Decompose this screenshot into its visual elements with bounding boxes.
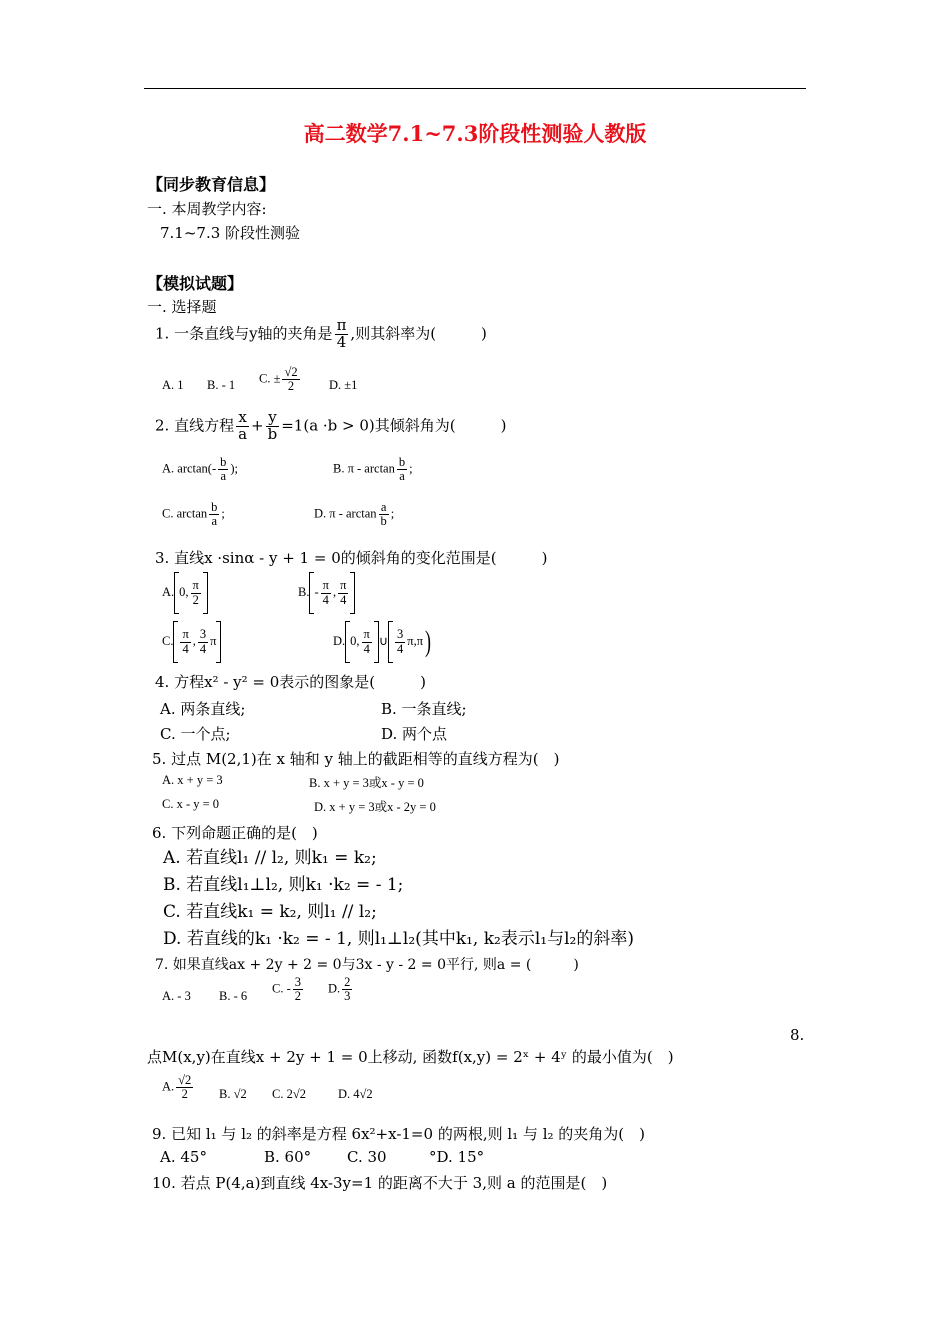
question-6-option-c: C. 若直线k₁ = k₂, 则l₁ // l₂; [163,902,377,922]
question-9-option-d: °D. 15° [429,1148,485,1166]
question-9-option-c: C. 30 [347,1148,387,1166]
question-2-stem: 2. 直线方程 $\frac{x}{a}$ + $\frac{y}{b}$ =1(a ·b > 0)其倾斜角为( ) [155,408,507,443]
page-title: 高二数学7.1~7.3阶段性测验人教版 [303,121,647,146]
question-7-option-c: C. - $\frac{3}{2}$ [272,975,301,1004]
question-2-option-a: A. arctan(- $\frac{b}{a}$ ); [162,455,239,484]
question-7-option-d: D. $\frac{2}{3}$ [328,975,351,1004]
question-5-option-a: A. x + y = 3 [162,773,223,787]
question-1-option-a: A. 1 [162,378,184,392]
question-1-option-c-fraction: $\frac{√2}{2}$ [284,365,298,394]
question-4-stem: 4. 方程x² - y² = 0表示的图象是( ) [155,673,426,691]
question-8-number: 8. [790,1026,805,1044]
question-5-stem: 5. 过点 M(2,1)在 x 轴和 y 轴上的截距相等的直线方程为( ) [152,750,560,768]
fraction-denominator: 4 [336,332,347,351]
section-exam: 【模拟试题】 [147,274,244,293]
question-4-option-a: A. 两条直线; [160,700,246,718]
question-4-option-d: D. 两个点 [381,725,448,743]
question-3-option-c: C. $\frac{\pi}{4}$ , $\frac{3}{4}$ π [162,621,221,663]
question-7-option-b: B. - 6 [219,989,248,1003]
question-1-option-d: D. ±1 [329,378,358,392]
question-1-suffix: ,则其斜率为( ) [350,324,487,343]
question-6-option-b: B. 若直线l₁⊥l₂, 则k₁ ·k₂ = - 1; [163,875,404,895]
question-10-stem: 10. 若点 P(4,a)到直线 4x-3y=1 的距离不大于 3,则 a 的范围是( ) [152,1174,608,1192]
question-8-option-c: C. 2√2 [272,1087,306,1101]
question-8-stem: 点M(x,y)在直线x + 2y + 1 = 0上移动, 函数f(x,y) = 2ˣ + 4ʸ 的最小值为( ) [147,1048,674,1066]
question-1-option-c: C. ± $\frac{√2}{2}$ [259,365,298,394]
question-5-option-d: D. x + y = 3或x - 2y = 0 [314,800,436,814]
question-1-option-b: B. - 1 [207,378,236,392]
header-rule [144,88,806,89]
question-1-fraction [335,318,349,351]
question-2-option-d: D. π - arctan $\frac{a}{b}$ ; [314,500,395,529]
question-9-option-b: B. 60° [264,1148,312,1166]
question-4-option-c: C. 一个点; [160,725,231,743]
question-3-option-d: D. 0, $\frac{\pi}{4}$ ∪ $\frac{3}{4}$ π,π) [333,621,433,663]
question-2-option-b: B. π - arctan $\frac{b}{a}$ ; [333,455,413,484]
fraction-numerator: π [336,316,347,334]
section-sync-content: 7.1~7.3 阶段性测验 [160,224,301,242]
question-3-stem: 3. 直线x ·sinα - y + 1 = 0的倾斜角的变化范围是( ) [155,549,548,567]
question-8-option-b: B. √2 [219,1087,247,1101]
section-sync-subheading: 一. 本周教学内容: [147,200,267,218]
question-9-stem: 9. 已知 l₁ 与 l₂ 的斜率是方程 6x²+x-1=0 的两根,则 l₁ 与 l₂ 的夹角为( ) [152,1125,645,1143]
question-8-option-a: A. $\frac{√2}{2}$ [162,1073,192,1102]
question-3-option-b: B. - $\frac{\pi}{4}$ , $\frac{\pi}{4}$ [298,572,355,614]
question-9-option-a: A. 45° [160,1148,207,1166]
question-4-option-b: B. 一条直线; [381,700,467,718]
section-sync-info: 【同步教育信息】 [147,175,276,194]
question-1-prefix: 1. 一条直线与y轴的夹角是 [155,324,333,343]
question-6-option-d: D. 若直线的k₁ ·k₂ = - 1, 则l₁⊥l₂(其中k₁, k₂表示l₁与l₂的斜率) [163,929,634,949]
question-5-option-c: C. x - y = 0 [162,797,220,811]
question-3-option-a: A. 0, $\frac{\pi}{2}$ [162,572,208,614]
question-2-option-c: C. arctan $\frac{b}{a}$ ; [162,500,225,529]
question-7-option-a: A. - 3 [162,989,191,1003]
section-exam-subheading: 一. 选择题 [147,298,217,316]
question-6-stem: 6. 下列命题正确的是( ) [152,824,318,842]
question-6-option-a: A. 若直线l₁ // l₂, 则k₁ = k₂; [163,848,377,868]
question-7-stem: 7. 如果直线ax + 2y + 2 = 0与3x - y - 2 = 0平行, 则a = ( ) [155,957,579,973]
question-1-stem [155,318,487,351]
question-5-option-b: B. x + y = 3或x - y = 0 [309,776,424,790]
question-8-option-d: D. 4√2 [338,1087,373,1101]
